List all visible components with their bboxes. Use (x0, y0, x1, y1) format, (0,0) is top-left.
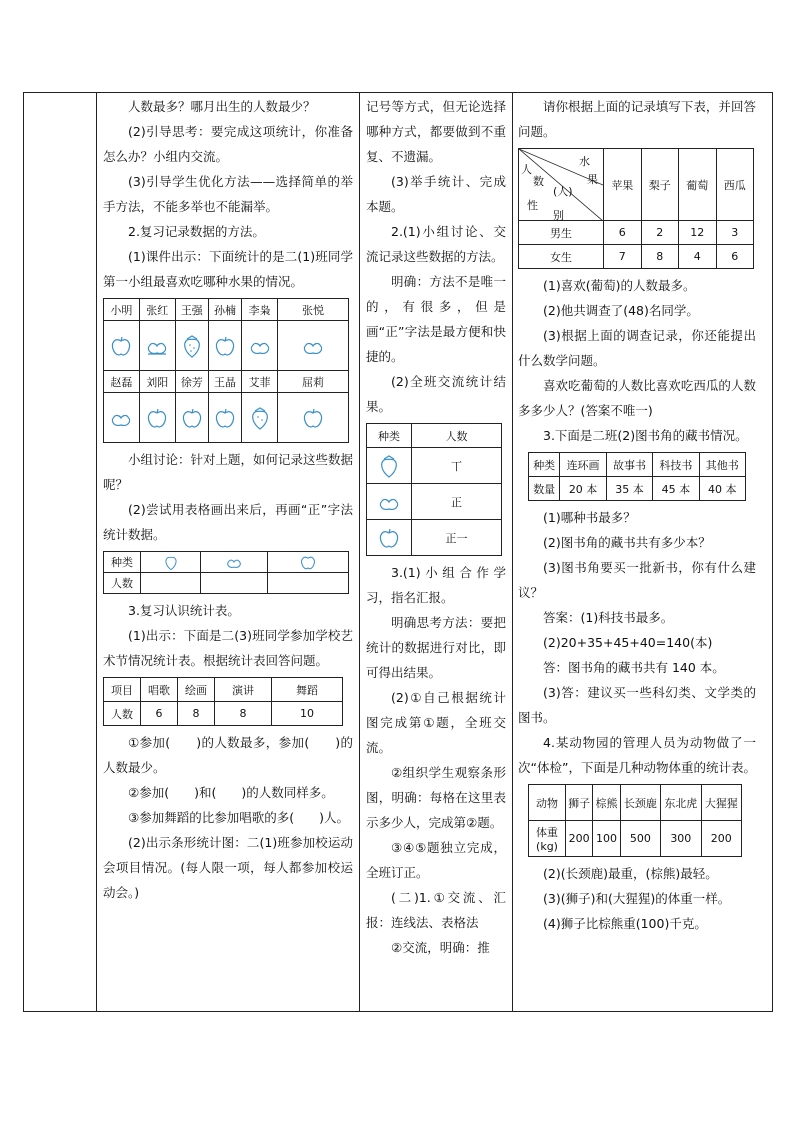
table-cell: 200 (701, 821, 741, 857)
table-header: 大猩猩 (701, 785, 741, 821)
corner-label: 别 (553, 209, 564, 222)
corner-label: 果 (587, 173, 598, 186)
paragraph: (二)1.①交流、汇报：连线法、表格法 (366, 890, 506, 930)
table-header: 连环画 (560, 453, 606, 477)
paragraph: ②交流，明确：推 (391, 940, 490, 955)
table-cell: 8 (641, 245, 679, 269)
table-cell: 200 (566, 821, 593, 857)
paragraph: ③④⑤题独立完成，全班订正。 (366, 840, 506, 880)
apple-icon (145, 406, 169, 430)
question: ①参加( )的人数最多，参加( )的人数最少。 (103, 735, 353, 775)
paragraph: 请你根据上面的记录填写下表，并回答问题。 (518, 99, 756, 139)
peach-icon (108, 407, 134, 429)
answer: (3)根据上面的调查记录，你还能提出什么数学问题。 (518, 328, 756, 368)
table-header: 故事书 (606, 453, 652, 477)
strawberry-icon (180, 333, 204, 359)
table-cell: 6 (141, 702, 178, 726)
student-name: 张红 (139, 299, 175, 321)
table-cell: 8 (178, 702, 215, 726)
student-name: 艾菲 (242, 371, 278, 393)
strawberry-icon (367, 453, 411, 479)
student-name: 小明 (104, 299, 140, 321)
table-header: 其他书 (699, 453, 745, 477)
row-label: 数量 (529, 477, 560, 501)
student-name: 孙楠 (208, 299, 241, 321)
table-header: 绘画 (178, 678, 215, 702)
table-cell: 100 (593, 821, 620, 857)
student-name: 王强 (175, 299, 208, 321)
question: (3)图书角要买一批新书，你有什么建议？ (518, 560, 756, 600)
peach-icon (144, 335, 170, 357)
student-name: 屈莉 (278, 371, 349, 393)
paragraph: (3)引导学生优化方法——选择简单的举手方法，不能多举也不能漏举。 (103, 174, 353, 214)
corner-label: 数 (533, 175, 544, 188)
paragraph: (2)引导思考：要完成这项统计，你准备怎么办？小组内交流。 (103, 124, 353, 164)
question: (2)图书角的藏书共有多少本？ (543, 535, 711, 550)
row-label: 男生 (519, 221, 604, 245)
paragraph: 3.复习认识统计表。 (128, 603, 240, 618)
table-cell: 12 (679, 221, 717, 245)
table-cell: 2 (641, 221, 679, 245)
student-name: 李枭 (242, 299, 278, 321)
paragraph: (3)举手统计、完成本题。 (366, 174, 506, 214)
paragraph: (1)课件出示：下面统计的是二(1)班同学第一小组最喜欢吃哪种水果的情况。 (103, 249, 353, 289)
tally-mark: 丅 (412, 448, 502, 484)
diagonal-header-cell (519, 149, 604, 221)
table-header: 葡萄 (679, 149, 717, 221)
student-name: 赵磊 (104, 371, 140, 393)
peach-icon (300, 335, 326, 357)
table-cell: 6 (716, 245, 754, 269)
tally-mark: 正一 (412, 520, 502, 556)
paragraph: 3.(1)小组合作学习，指名汇报。 (366, 565, 506, 605)
answer: 喜欢吃葡萄的人数比喜欢吃西瓜的人数多多少人？(答案不唯一) (518, 378, 756, 418)
corner-label: 人 (521, 163, 532, 176)
table-cell: 10 (272, 702, 343, 726)
question: (1)哪种书最多？ (543, 510, 636, 525)
row-label: 动物 (529, 785, 566, 821)
paragraph: 小组讨论：针对上题，如何记录这些数据呢？ (103, 452, 353, 492)
tally-mark: 正 (412, 484, 502, 520)
table-header: 种类 (104, 552, 141, 573)
answer: (2)他共调查了(48)名同学。 (543, 303, 699, 318)
question: ②参加( )和( )的人数同样多。 (128, 785, 334, 800)
corner-label: 水 (579, 155, 590, 168)
paragraph: 明确：方法不是唯一的，有很多，但是画“正”字法是最方便和快捷的。 (366, 274, 506, 364)
question: ③参加舞蹈的比参加唱歌的多( )人。 (128, 810, 349, 825)
answer: 答：图书角的藏书共有 140 本。 (543, 660, 725, 675)
apple-icon (213, 406, 237, 430)
paragraph: 4.某动物园的管理人员为动物做了一次“体检”，下面是几种动物体重的统计表。 (518, 735, 756, 775)
paragraph: (2)①自己根据统计图完成第①题，全班交流。 (366, 690, 506, 755)
answer: (3)(狮子)和(大猩猩)的体重一样。 (543, 891, 731, 906)
answer: (4)狮子比棕熊重(100)千克。 (543, 916, 707, 931)
table-header: 种类 (529, 453, 560, 477)
column-divider-1 (96, 92, 97, 1012)
apple-icon (268, 553, 348, 571)
peach-icon (367, 491, 411, 513)
table-cell: 35 本 (606, 477, 652, 501)
apple-icon (109, 334, 133, 358)
table-header: 棕熊 (593, 785, 620, 821)
paragraph: 3.下面是二班(2)图书角的藏书情况。 (543, 428, 748, 443)
student-name: 张悦 (278, 299, 349, 321)
table-cell: 6 (604, 221, 642, 245)
apple-icon (367, 526, 411, 550)
apple-icon (301, 406, 325, 430)
answer: (2)(长颈鹿)最重，(棕熊)最轻。 (543, 866, 718, 881)
table-header: 舞蹈 (272, 678, 343, 702)
apple-icon (180, 406, 204, 430)
table-header: 西瓜 (716, 149, 754, 221)
student-name: 刘阳 (139, 371, 175, 393)
table-cell: 300 (661, 821, 701, 857)
table-header: 科技书 (653, 453, 699, 477)
answer: (2)20+35+45+40=140(本) (543, 635, 713, 650)
table-header: 项目 (104, 678, 141, 702)
student-activity-column (366, 92, 506, 1010)
table-header: 人数 (104, 573, 141, 594)
paragraph: 记号等方式，但无论选择哪种方式，都要做到不重复、不遗漏。 (366, 99, 506, 164)
paragraph: (2)出示条形统计图：二(1)班参加校运动会项目情况。(每人限一项，每人都参加校运动会。) (103, 835, 353, 900)
table-header: 种类 (367, 424, 412, 448)
paragraph: 2.复习记录数据的方法。 (128, 224, 265, 239)
paragraph: 人数最多？哪月出生的人数最少？ (128, 99, 316, 114)
answer: 答案：(1)科技书最多。 (543, 610, 674, 625)
strawberry-icon (141, 553, 200, 571)
table-cell: 4 (679, 245, 717, 269)
table-cell: 7 (604, 245, 642, 269)
student-name: 王晶 (208, 371, 241, 393)
answer: (3)答：建议买一些科幻类、文学类的图书。 (518, 685, 756, 725)
table-header: 梨子 (641, 149, 679, 221)
table-header: 苹果 (604, 149, 642, 221)
exercise-column (518, 92, 756, 1010)
table-header: 人数 (412, 424, 502, 448)
table-header: 演讲 (215, 678, 272, 702)
peach-icon (247, 335, 273, 357)
column-divider-2 (359, 92, 360, 1012)
row-label: 体重(kg) (529, 821, 566, 857)
paragraph: 2.(1)小组讨论、交流记录这些数据的方法。 (366, 224, 506, 264)
peach-icon (201, 554, 267, 570)
table-cell: 500 (620, 821, 660, 857)
paragraph: (1)出示：下面是二(3)班同学参加学校艺术节情况统计表。根据统计表回答问题。 (103, 628, 353, 668)
corner-label: (人) (553, 185, 573, 198)
paragraph: ②组织学生观察条形图，明确：每格在这里表示多少人，完成第②题。 (366, 765, 506, 830)
answer: (1)喜欢(葡萄)的人数最多。 (543, 278, 696, 293)
table-cell: 20 本 (560, 477, 606, 501)
table-header: 唱歌 (141, 678, 178, 702)
fruit-tally-blank-table (103, 551, 349, 594)
table-cell: 8 (215, 702, 272, 726)
paragraph: (2)全班交流统计结果。 (366, 374, 506, 414)
fruit-gender-table (518, 148, 754, 269)
art-festival-table (103, 677, 343, 726)
fruit-preference-record (103, 298, 349, 443)
paragraph: (2)尝试用表格画出来后，再画“正”字法统计数据。 (103, 502, 353, 542)
book-corner-table (528, 452, 746, 501)
table-header: 东北虎 (661, 785, 701, 821)
paragraph: 明确思考方法：要把统计的数据进行对比，即可得出结果。 (366, 615, 506, 680)
table-header: 长颈鹿 (620, 785, 660, 821)
tally-result-table (366, 423, 502, 556)
apple-icon (213, 334, 237, 358)
teaching-process-column (103, 92, 353, 1010)
table-header: 狮子 (566, 785, 593, 821)
row-label: 人数 (104, 702, 141, 726)
column-divider-3 (512, 92, 513, 1012)
table-cell: 3 (716, 221, 754, 245)
corner-label: 性 (527, 199, 538, 212)
table-cell: 40 本 (699, 477, 745, 501)
table-cell: 45 本 (653, 477, 699, 501)
student-name: 徐芳 (175, 371, 208, 393)
strawberry-icon (248, 405, 272, 431)
row-label: 女生 (519, 245, 604, 269)
animal-weight-table (528, 784, 742, 857)
